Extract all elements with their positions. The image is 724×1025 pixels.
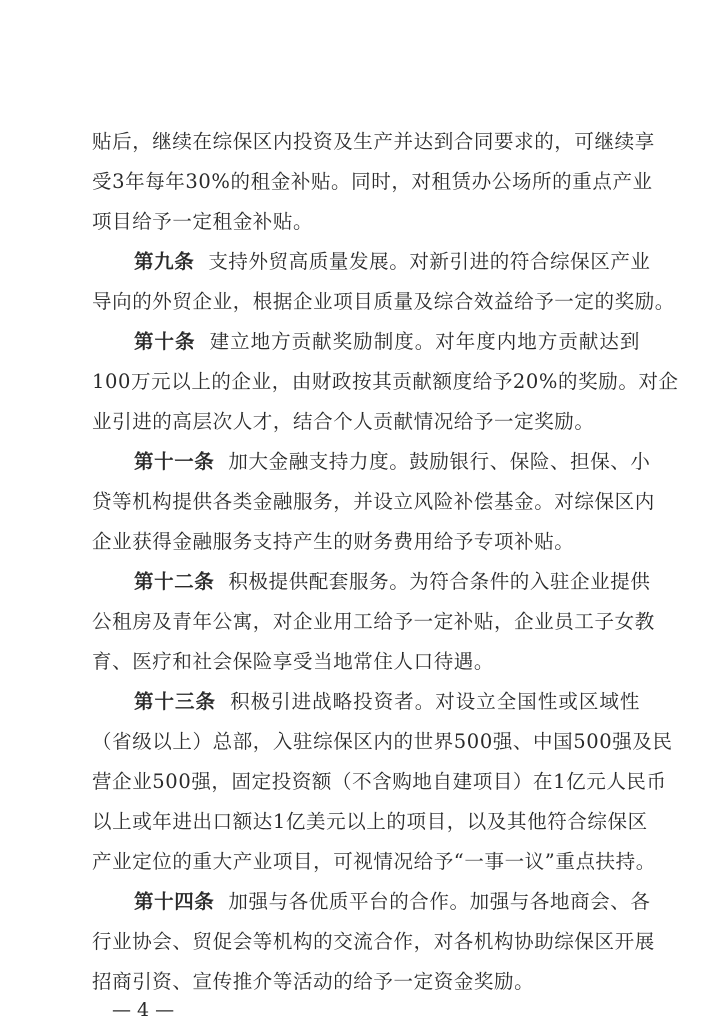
line-text: 贷等机构提供各类金融服务，并设立风险补偿基金。对综保区内 [92,490,655,513]
article-13 [134,682,640,722]
line-text: 项目给予一定租金补贴。 [92,210,314,233]
line-text: 贴后，继续在综保区内投资及生产并达到合同要求的，可继续享 [92,130,655,153]
article-heading: 第十二条 [134,570,215,593]
article-10 [134,322,640,362]
body-line [92,362,679,402]
body-line [92,282,675,322]
line-text: 100万元以上的企业，由财政按其贡献额度给予20%的奖励。对企 [92,370,679,393]
line-text: （省级以上）总部，入驻综保区内的世界500强、中国500强及民 [92,730,673,753]
line-text: 业引进的高层次人才，结合个人贡献情况给予一定奖励。 [92,410,595,433]
line-text: 积极引进战略投资者。对设立全国性或区域性 [230,690,640,713]
line-text: 加强与各优质平台的合作。加强与各地商会、各 [228,890,651,913]
body-line [92,602,655,642]
body-line [92,162,653,202]
body-line [92,522,640,562]
body-line [92,122,655,162]
page-number: — 4 — [112,999,175,1021]
line-text: 产业定位的重大产业项目，可视情况给予“一事一议”重点扶持。 [92,850,656,873]
body-line [92,482,655,522]
line-text: 加大金融支持力度。鼓励银行、保险、担保、小 [228,450,651,473]
article-12 [134,562,651,602]
line-text: 积极提供配套服务。为符合条件的入驻企业提供 [228,570,651,593]
line-text: 行业协会、贸促会等机构的交流合作，对各机构协助综保区开展 [92,930,655,953]
line-text: 营企业500强，固定投资额（不含购地自建项目）在1亿元人民币 [92,770,667,793]
body-line [92,842,656,882]
article-heading: 第九条 [134,250,195,273]
article-heading: 第十三条 [134,690,217,713]
line-text: 导向的外贸企业，根据企业项目质量及综合效益给予一定的奖励。 [92,290,675,313]
line-text: 育、医疗和社会保险享受当地常住人口待遇。 [92,650,495,673]
article-heading: 第十四条 [134,890,215,913]
body-line [92,922,655,962]
article-9 [134,242,651,282]
article-heading: 第十条 [134,330,196,353]
line-text: 受3年每年30%的租金补贴。同时，对租赁办公场所的重点产业 [92,170,653,193]
line-text: 企业获得金融服务支持产生的财务费用给予专项补贴。 [92,530,575,553]
line-text: 招商引资、宣传推介等活动的给予一定资金奖励。 [92,970,535,993]
body-line [92,642,640,682]
line-text: 公租房及青年公寓，对企业用工给予一定补贴，企业员工子女教 [92,610,655,633]
body-line [92,762,667,802]
body-line [92,962,640,1002]
line-text: 以上或年进出口额达1亿美元以上的项目，以及其他符合综保区 [92,810,648,833]
line-text: 建立地方贡献奖励制度。对年度内地方贡献达到 [209,330,640,353]
body-line [92,802,648,842]
article-heading: 第十一条 [134,450,215,473]
article-14 [134,882,651,922]
body-line [92,722,673,762]
line-text: 支持外贸高质量发展。对新引进的符合综保区产业 [208,250,651,273]
article-11 [134,442,651,482]
body-line [92,202,640,242]
body-line [92,402,640,442]
